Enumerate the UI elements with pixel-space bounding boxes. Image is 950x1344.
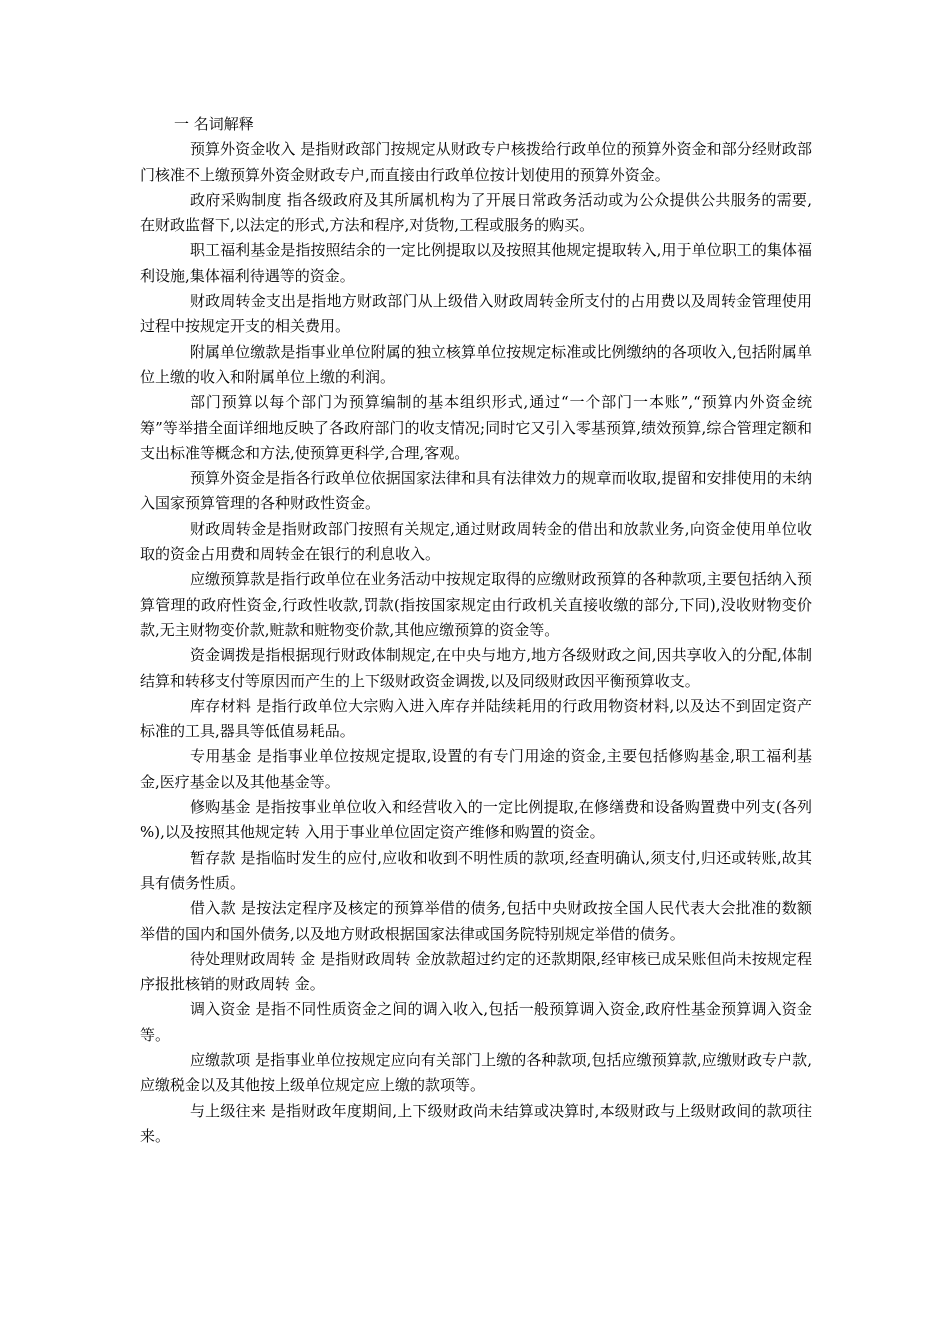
paragraph-superior-transactions: 与上级往来 是指财政年度期间,上下级财政尚未结算或决算时,本级财政与上级财政间的款项往来。 (140, 1101, 812, 1145)
paragraph-fund-transfer: 资金调拨是指根据现行财政体制规定,在中央与地方,地方各级财政之间,因共享收入的分配,体制结算和转移支付等原因而产生的上下级财政资金调拨,以及同级财政因平衡预算收支。 (140, 646, 812, 690)
paragraph-temporary-deposit: 暂存款 是指临时发生的应付,应收和收到不明性质的款项,经查明确认,须支付,归还或转账,故其具有债务性质。 (140, 848, 812, 892)
paragraph-borrowed-funds: 借入款 是按法定程序及核定的预算举借的债务,包括中央财政按全国人民代表大会批准的数额举借的国内和国外债务,以及地方财政根据国家法律或国务院特别规定举借的债务。 (140, 899, 812, 943)
paragraph-staff-welfare-fund: 职工福利基金是指按照结余的一定比例提取以及按照其他规定提取转入,用于单位职工的集体福利设施,集体福利待遇等的资金。 (140, 241, 812, 285)
paragraph-revolving-fund: 财政周转金是指财政部门按照有关规定,通过财政周转金的借出和放款业务,向资金使用单位收取的资金占用费和周转金在银行的利息收入。 (140, 519, 812, 564)
paragraph-department-budget: 部门预算以每个部门为预算编制的基本组织形式,通过“一个部门一本账”,“预算内外资金统筹”等举措全面详细地反映了各政府部门的收支情况;同时它又引入零基预算,绩效预算,综合管理定额和支出标准等概念和方法,使预算更科学,合理,客观。 (140, 393, 812, 462)
section-title: 一 名词解释 (174, 115, 254, 133)
document-body (140, 112, 812, 1149)
paragraph-inventory-materials: 库存材料 是指行政单位大宗购入进入库存并陆续耗用的行政用物资材料,以及达不到固定资产标准的工具,器具等低值易耗品。 (140, 696, 812, 741)
paragraph-transferred-funds: 调入资金 是指不同性质资金之间的调入收入,包括一般预算调入资金,政府性基金预算调入资金等。 (140, 1000, 812, 1044)
paragraph-revolving-fund-expenditure: 财政周转金支出是指地方财政部门从上级借入财政周转金所支付的占用费以及周转金管理使用过程中按规定开支的相关费用。 (140, 292, 812, 336)
paragraph-affiliated-unit-payment: 附属单位缴款是指事业单位附属的独立核算单位按规定标准或比例缴纳的各项收入,包括附属单位上缴的收入和附属单位上缴的利润。 (140, 342, 812, 386)
paragraph-payable-budget: 应缴预算款是指行政单位在业务活动中按规定取得的应缴财政预算的各种款项,主要包括纳入预算管理的政府性资金,行政性收款,罚款(指按国家规定由行政机关直接收缴的部分,下同),没收财物变价款,无主财物变价款,赃款和赃物变价款,其他应缴预算的资金等。 (140, 570, 812, 639)
paragraph-special-fund: 专用基金 是指事业单位按规定提取,设置的有专门用途的资金,主要包括修购基金,职工福利基金,医疗基金以及其他基金等。 (140, 747, 812, 791)
paragraph-pending-revolving-fund: 待处理财政周转 金 是指财政周转 金放款超过约定的还款期限,经审核已成呆账但尚未按规定程序报批核销的财政周转 金。 (140, 949, 812, 994)
paragraph-repair-purchase-fund: 修购基金 是指按事业单位收入和经营收入的一定比例提取,在修缮费和设备购置费中列支(各列 %),以及按照其他规定转 入用于事业单位固定资产维修和购置的资金。 (140, 798, 812, 842)
paragraph-payables: 应缴款项 是指事业单位按规定应向有关部门上缴的各种款项,包括应缴预算款,应缴财政专户款,应缴税金以及其他按上级单位规定应上缴的款项等。 (140, 1050, 812, 1095)
paragraph-extra-budget-funds: 预算外资金是指各行政单位依据国家法律和具有法律效力的规章而收取,提留和安排使用的未纳入国家预算管理的各种财政性资金。 (140, 469, 812, 513)
paragraph-extra-budget-income: 预算外资金收入 是指财政部门按规定从财政专户核拨给行政单位的预算外资金和部分经财政部门核准不上缴预算外资金财政专户,而直接由行政单位按计划使用的预算外资金。 (140, 140, 812, 184)
paragraph-government-procurement: 政府采购制度 指各级政府及其所属机构为了开展日常政务活动或为公众提供公共服务的需要,在财政监督下,以法定的形式,方法和程序,对货物,工程或服务的购买。 (140, 190, 812, 235)
